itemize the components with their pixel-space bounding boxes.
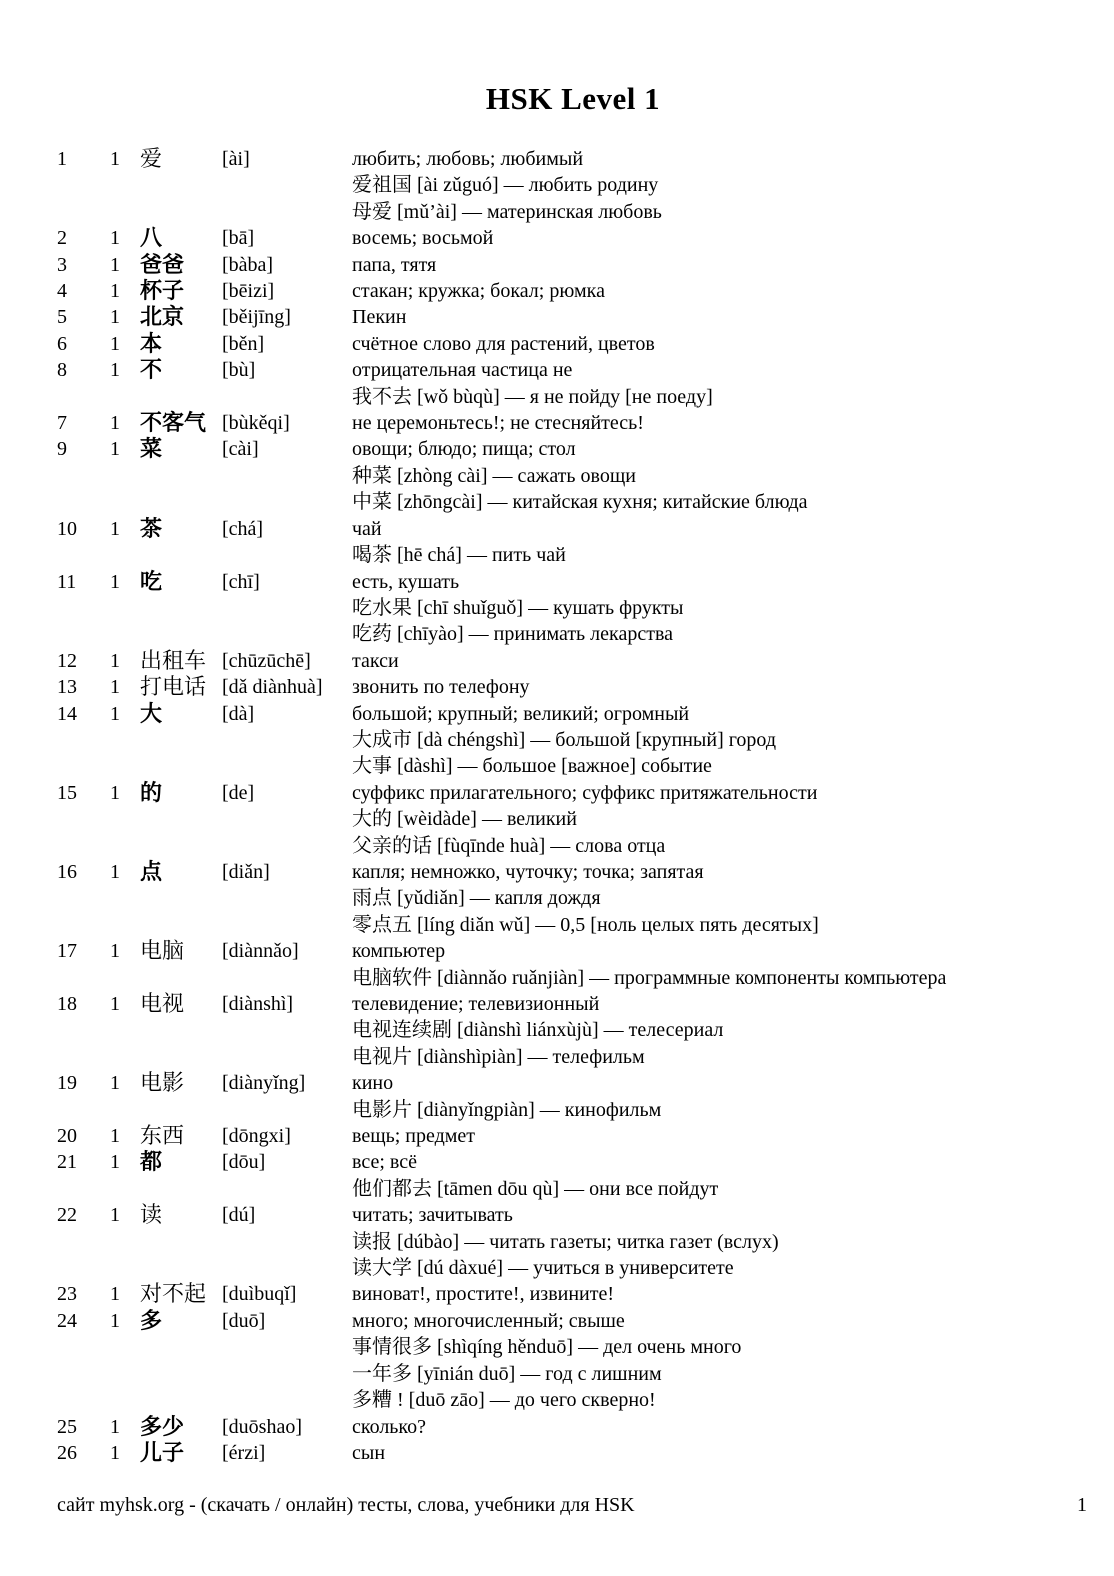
vocab-entry-row — [57, 357, 1087, 410]
entry-translation: такси — [352, 649, 399, 672]
entry-definition — [352, 1308, 1087, 1414]
entry-hsk-level: 1 — [110, 940, 120, 963]
entry-hanzi: 对不起 — [140, 1281, 207, 1307]
vocab-entry-row — [57, 225, 1087, 251]
entry-definition — [352, 859, 1087, 938]
entry-translation: капля; немножко, чуточку; точка; запятая — [352, 860, 704, 883]
entry-definition — [352, 410, 1087, 436]
entry-number: 5 — [57, 306, 67, 329]
entry-definition — [352, 304, 1087, 330]
vocab-entry-row — [57, 278, 1087, 304]
entry-hanzi: 读 — [140, 1202, 163, 1228]
entry-translation: отрицательная частица не — [352, 359, 573, 382]
footer-site-text: сайт myhsk.org - (скачать / онлайн) тесты, слова, учебники для HSK — [57, 1494, 635, 1516]
entry-example: 种菜 [zhòng cài] — сажать овощи — [352, 464, 636, 487]
entry-hanzi: 菜 — [140, 436, 163, 462]
entry-hanzi: 电视 — [140, 991, 185, 1016]
entry-hsk-level: 1 — [110, 332, 120, 355]
entry-hanzi: 杯子 — [140, 278, 185, 304]
entry-pinyin: [bù] — [222, 359, 256, 382]
entry-definition — [352, 674, 1087, 700]
entry-pinyin: [duōshao] — [222, 1415, 302, 1438]
entry-number: 25 — [57, 1415, 77, 1438]
entry-hanzi: 出租车 — [140, 647, 207, 673]
entry-hsk-level: 1 — [110, 227, 120, 250]
vocab-entry-row — [57, 859, 1087, 938]
entry-number: 16 — [57, 860, 77, 883]
entry-hanzi: 大 — [140, 700, 163, 726]
entry-pinyin: [diànnǎo] — [222, 940, 299, 963]
entry-pinyin: [dà] — [222, 702, 255, 725]
entry-definition — [352, 701, 1087, 780]
entry-pinyin: [chī] — [222, 570, 260, 593]
entry-hsk-level: 1 — [110, 702, 120, 725]
entry-pinyin: [dǎ diànhuà] — [222, 676, 323, 699]
entry-number: 14 — [57, 702, 77, 725]
entry-pinyin: [diànshì] — [222, 993, 294, 1015]
entry-pinyin: [duō] — [222, 1309, 266, 1332]
entry-hanzi: 电脑 — [140, 938, 185, 964]
entry-translation: суффикс прилагательного; суффикс притяжательности — [352, 781, 818, 804]
entry-example: 雨点 [yǔdiǎn] — капля дождя — [352, 887, 601, 910]
entry-hsk-level: 1 — [110, 860, 120, 883]
entry-translation: виноват!, простите!, извините! — [352, 1283, 615, 1306]
entry-definition — [352, 1414, 1087, 1440]
entry-hsk-level: 1 — [110, 676, 120, 699]
entry-hanzi: 都 — [140, 1149, 163, 1175]
entry-translation: кино — [352, 1072, 394, 1095]
entry-hanzi: 打电话 — [140, 674, 207, 700]
entry-example: 大成市 [dà chéngshì] — большой [крупный] город — [352, 728, 777, 751]
entry-hsk-level: 1 — [110, 1441, 120, 1464]
entry-pinyin: [cài] — [222, 438, 259, 461]
entry-hsk-level: 1 — [110, 438, 120, 461]
entry-hsk-level: 1 — [110, 412, 120, 435]
entry-hsk-level: 1 — [110, 280, 120, 303]
vocab-entry-row — [57, 436, 1087, 515]
vocab-entry-row — [57, 516, 1087, 569]
vocab-entry-row — [57, 331, 1087, 357]
entry-hanzi: 多少 — [140, 1413, 185, 1439]
vocab-entry-row — [57, 648, 1087, 674]
entry-pinyin: [diànyǐng] — [222, 1072, 306, 1095]
entry-definition — [352, 991, 1087, 1070]
entry-translation: все; всё — [352, 1151, 417, 1174]
entry-hsk-level: 1 — [110, 570, 120, 593]
entry-definition — [352, 780, 1087, 859]
entry-translation: большой; крупный; великий; огромный — [352, 702, 690, 725]
entry-example: 读大学 [dú dàxué] — учиться в университете — [352, 1257, 734, 1280]
entry-number: 21 — [57, 1151, 77, 1174]
entry-definition — [352, 1281, 1087, 1307]
entry-number: 3 — [57, 253, 67, 276]
entry-translation: сколько? — [352, 1415, 426, 1438]
entry-definition — [352, 278, 1087, 304]
entry-hanzi: 北京 — [140, 304, 185, 330]
entry-hanzi: 的 — [140, 779, 163, 805]
entry-example: 多糟 ! [duō zāo] — до чего скверно! — [352, 1389, 656, 1412]
entry-number: 19 — [57, 1072, 77, 1095]
entry-translation: много; многочисленный; свыше — [352, 1309, 625, 1332]
entry-hsk-level: 1 — [110, 1072, 120, 1095]
entry-definition — [352, 1149, 1087, 1202]
entry-translation: папа, тятя — [352, 253, 437, 276]
entry-translation: компьютер — [352, 940, 446, 963]
entry-translation: любить; любовь; любимый — [352, 148, 584, 170]
entry-hanzi: 不 — [140, 357, 163, 383]
entry-hanzi: 吃 — [140, 568, 163, 594]
vocab-entry-row — [57, 1123, 1087, 1149]
entry-example: 大事 [dàshì] — большое [важное] событие — [352, 755, 712, 778]
vocab-entry-row — [57, 1281, 1087, 1307]
vocab-entry-row — [57, 1149, 1087, 1202]
entry-number: 8 — [57, 359, 67, 382]
entry-definition — [352, 225, 1087, 251]
entry-translation: сын — [352, 1441, 386, 1464]
entry-definition — [352, 938, 1087, 991]
entry-pinyin: [běn] — [222, 332, 265, 355]
entry-definition — [352, 1070, 1087, 1123]
entry-hanzi: 八 — [140, 225, 163, 251]
entry-example: 吃药 [chīyào] — принимать лекарства — [352, 623, 674, 646]
vocab-entry-row — [57, 304, 1087, 330]
entry-number: 1 — [57, 148, 67, 170]
entry-hanzi: 爱 — [140, 146, 163, 171]
entry-hanzi: 东西 — [140, 1123, 185, 1149]
entry-pinyin: [chūzūchē] — [222, 649, 311, 672]
entry-example: 读报 [dúbào] — читать газеты; читка газет (вслух) — [352, 1230, 779, 1253]
entry-translation: телевидение; телевизионный — [352, 993, 600, 1015]
entry-hanzi: 儿子 — [140, 1439, 185, 1465]
entry-hsk-level: 1 — [110, 306, 120, 329]
entry-example: 中菜 [zhōngcài] — китайская кухня; китайские блюда — [352, 491, 808, 514]
entry-hsk-level: 1 — [110, 1309, 120, 1332]
entry-pinyin: [běijīng] — [222, 306, 291, 329]
entry-definition — [352, 569, 1087, 648]
entry-hsk-level: 1 — [110, 517, 120, 540]
entry-definition — [352, 436, 1087, 515]
entry-example: 电影片 [diànyǐngpiàn] — кинофильм — [352, 1098, 662, 1121]
entry-definition — [352, 516, 1087, 569]
entry-pinyin: [érzi] — [222, 1441, 266, 1464]
entry-pinyin: [bùkěqi] — [222, 412, 290, 435]
entry-pinyin: [dōu] — [222, 1151, 266, 1174]
page-number: 1 — [1077, 1494, 1087, 1516]
entry-example: 喝茶 [hē chá] — пить чай — [352, 544, 566, 567]
entry-translation: звонить по телефону — [352, 676, 530, 699]
vocab-entry-row — [57, 1414, 1087, 1440]
entry-example: 一年多 [yīnián duō] — год с лишним — [352, 1362, 662, 1385]
entry-example: 爱祖国 [ài zǔguó] — любить родину — [352, 174, 659, 197]
entry-translation: овощи; блюдо; пища; стол — [352, 438, 576, 461]
entry-hanzi: 点 — [140, 858, 163, 884]
entry-example: 电视连续剧 [diànshì liánxùjù] — телесериал — [352, 1019, 724, 1042]
entry-number: 26 — [57, 1441, 77, 1464]
entry-hsk-level: 1 — [110, 253, 120, 276]
vocab-entry-row — [57, 674, 1087, 700]
entry-pinyin: [ài] — [222, 148, 250, 170]
entry-number: 10 — [57, 517, 77, 540]
entry-example: 事情很多 [shìqíng hěnduō] — дел очень много — [352, 1336, 742, 1359]
entry-number: 9 — [57, 438, 67, 461]
vocab-entry-row — [57, 252, 1087, 278]
entry-pinyin: [bàba] — [222, 253, 274, 276]
entry-number: 12 — [57, 649, 77, 672]
entry-hsk-level: 1 — [110, 1204, 120, 1227]
entry-hanzi: 多 — [140, 1307, 163, 1333]
vocab-entry-row — [57, 1202, 1087, 1281]
entry-example: 吃水果 [chī shuǐguǒ] — кушать фрукты — [352, 596, 684, 619]
entry-example: 父亲的话 [fùqīnde huà] — слова отца — [352, 834, 666, 857]
entry-example: 大的 [wèidàde] — великий — [352, 808, 577, 831]
entry-hanzi: 爸爸 — [140, 251, 185, 277]
vocab-entry-row — [57, 1070, 1087, 1123]
entry-pinyin: [duìbuqǐ] — [222, 1283, 297, 1306]
entry-example: 我不去 [wǒ bùqù] — я не пойду [не поеду] — [352, 385, 713, 408]
entry-hsk-level: 1 — [110, 1151, 120, 1174]
vocab-entry-row — [57, 938, 1087, 991]
entry-hsk-level: 1 — [110, 148, 120, 170]
entry-definition — [352, 331, 1087, 357]
entry-number: 24 — [57, 1309, 77, 1332]
vocabulary-table — [57, 146, 1087, 1466]
entry-hsk-level: 1 — [110, 1415, 120, 1438]
entry-number: 13 — [57, 676, 77, 699]
entry-number: 20 — [57, 1125, 77, 1148]
entry-translation: читать; зачитывать — [352, 1204, 513, 1227]
entry-hsk-level: 1 — [110, 1283, 120, 1306]
entry-hanzi: 不客气 — [140, 410, 207, 436]
vocab-entry-row — [57, 569, 1087, 648]
entry-number: 7 — [57, 412, 67, 435]
page-title: HSK Level 1 — [485, 81, 661, 116]
entry-pinyin: [diǎn] — [222, 860, 270, 883]
entry-definition — [352, 1123, 1087, 1149]
entry-definition — [352, 252, 1087, 278]
entry-pinyin: [chá] — [222, 517, 264, 540]
vocab-entry-row — [57, 701, 1087, 780]
entry-number: 11 — [57, 570, 77, 593]
entry-hsk-level: 1 — [110, 359, 120, 382]
entry-example: 电视片 [diànshìpiàn] — телефильм — [352, 1045, 645, 1068]
entry-hsk-level: 1 — [110, 993, 120, 1015]
entry-number: 6 — [57, 332, 67, 355]
entry-hsk-level: 1 — [110, 1125, 120, 1148]
entry-pinyin: [bēizi] — [222, 280, 275, 303]
entry-translation: Пекин — [352, 306, 407, 329]
entry-pinyin: [dú] — [222, 1204, 256, 1227]
entry-translation: чай — [352, 517, 382, 540]
entry-example: 零点五 [líng diǎn wǔ] — 0,5 [ноль целых пять десятых] — [352, 913, 819, 936]
entry-pinyin: [dōngxi] — [222, 1125, 291, 1148]
vocab-entry-row — [57, 410, 1087, 436]
entry-translation: вещь; предмет — [352, 1125, 476, 1148]
entry-hanzi: 本 — [140, 330, 163, 356]
vocab-entry-row — [57, 146, 1087, 225]
entry-example: 电脑软件 [diànnǎo ruǎnjiàn] — программные компоненты компьютера — [352, 966, 947, 989]
entry-example: 他们都去 [tāmen dōu qù] — они все пойдут — [352, 1177, 719, 1200]
entry-definition — [352, 648, 1087, 674]
entry-hsk-level: 1 — [110, 781, 120, 804]
entry-pinyin: [de] — [222, 781, 255, 804]
vocab-entry-row — [57, 991, 1087, 1070]
vocab-entry-row — [57, 1308, 1087, 1414]
entry-definition — [352, 1202, 1087, 1281]
entry-hanzi: 电影 — [140, 1070, 185, 1096]
entry-number: 4 — [57, 280, 67, 303]
entry-translation: счётное слово для растений, цветов — [352, 332, 655, 355]
entry-example: 母爱 [mǔ’ài] — материнская любовь — [352, 200, 662, 223]
entry-hanzi: 茶 — [140, 515, 163, 541]
entry-hsk-level: 1 — [110, 649, 120, 672]
entry-definition — [352, 146, 1087, 225]
entry-number: 18 — [57, 993, 77, 1015]
entry-translation: восемь; восьмой — [352, 227, 494, 250]
entry-number: 17 — [57, 940, 77, 963]
entry-number: 15 — [57, 781, 77, 804]
page-footer — [57, 1492, 1087, 1518]
entry-translation: стакан; кружка; бокал; рюмка — [352, 280, 605, 303]
entry-number: 2 — [57, 227, 67, 250]
entry-pinyin: [bā] — [222, 227, 255, 250]
entry-number: 22 — [57, 1204, 77, 1227]
entry-number: 23 — [57, 1283, 77, 1306]
vocab-entry-row — [57, 1440, 1087, 1466]
entry-translation: не церемоньтесь!; не стесняйтесь! — [352, 412, 644, 435]
entry-translation: есть, кушать — [352, 570, 460, 593]
entry-definition — [352, 357, 1087, 410]
vocab-entry-row — [57, 780, 1087, 859]
entry-definition — [352, 1440, 1087, 1466]
